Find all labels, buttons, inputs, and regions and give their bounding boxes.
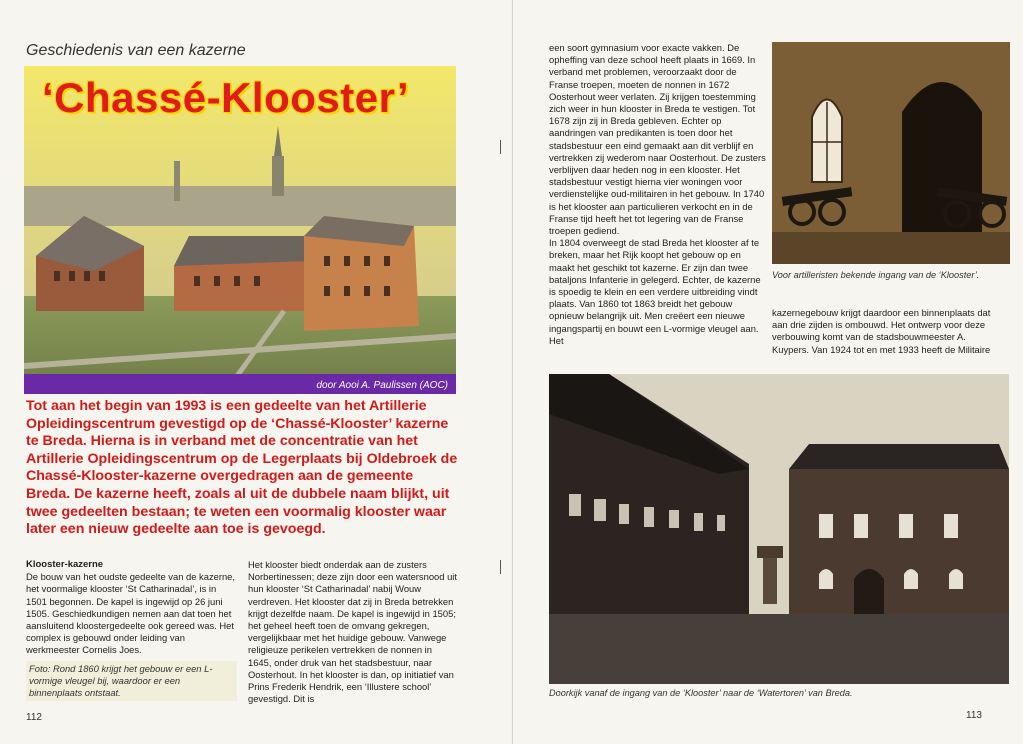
- gateway-with-cannons-photo: [772, 42, 1010, 264]
- courtyard-photo: [549, 374, 1009, 684]
- left-column-1: [26, 559, 236, 657]
- entrance-photo: [772, 42, 1010, 264]
- photo-caption-note: Foto: Rond 1860 krijgt het gebouw er een L-vormige vleugel bij, waardoor er een binnenplaats ontstaat.: [26, 661, 237, 701]
- left-page: [0, 0, 511, 744]
- left-column-1-text: De bouw van het oudste gedeelte van de kazerne, het voormalige klooster ‘St Catharinadal’, is in 1501 begonnen. De kapel is ingewijd op 26 juni 1505. Geschiedkundigen nemen aan dat toen het aansluitend kloostergedeelte ook gereed was. Het complex is gebouwd onder leiding van werkmeester Cornelis Joes.: [26, 571, 236, 656]
- page-number-right: 113: [966, 710, 982, 721]
- right-column-2-text: kazernegebouw krijgt daardoor een binnenplaats dat aan drie zijden is ombouwd. Het ontwerp voor deze verbouwing komt van de stadsbouwmeester A. Kuypers. Van 1924 tot en met 1933 heeft de Militaire: [772, 307, 991, 355]
- photo-credit: door Aooi A. Paulissen (AOC): [316, 380, 448, 391]
- series-title: Geschiedenis van een kazerne: [26, 42, 246, 59]
- section-heading: Klooster-kazerne: [26, 559, 104, 570]
- right-column-1: [549, 42, 767, 347]
- courtyard-watertower-photo: [549, 374, 1009, 684]
- right-column-1-text: een soort gymnasium voor exacte vakken. De opheffing van deze school heeft plaats in 1669. In verband met problemen, veroorzaakt door de Franse troepen, moeten de nonnen in 1672 Oosterhout weer verlaten. Zij krijgen toestemming zich weer in hun klooster in Breda te vestigen. Tot 1678 zijn zij in Breda gebleven. Echter op aandringen van predikanten is toen door het stadsbestuur een eind gemaakt aan dit verblijf en vertrekken zij wederom naar Oosterhout. De zusters verblijven daar heden nog in een klooster. Het stadsbestuur vestigt hierna vier woningen voor verdienstelijke oud-militairen in het gebouw. In 1740 is het klooster aan particulieren verkocht en in de Franse tijd heeft het tot legering van de Franse troepen gediend.: [549, 42, 766, 237]
- right-column-1-text-b: In 1804 overweegt de stad Breda het klooster af te breken, maar het Rijk koopt het gebouw op en maakt het geschikt tot kazerne. Er zijn dan twee bataljons Infanterie in gelegerd. Echter, de kazerne is spoedig te klein en een verdere uitbreiding vindt plaats. Van 1860 tot 1863 breidt het gebouw opnieuw belangrijk uit. Men creëert een nieuwe ingangspartij en bouwt een L-vormige vleugel aan. Het: [549, 237, 761, 346]
- left-column-2-text: Het klooster biedt onderdak aan de zusters Norbertinessen; deze zijn door een watersnood uit hun klooster ‘St Catharinadal’ nabij Wouw verdreven. Het klooster dat zij in Breda betrekken krijgt dezelfde naam. De kapel is ingewijd in 1505; het geheel heeft toen de omvang gekregen, vergelijkbaar met het huidige gebouw. Vanwege religieuze perikelen vertrekken de nonnen in 1645, onder druk van het stadsbestuur, naar Oosterhout. In het klooster is dan, op initiatief van Prins Frederik Hendrik, een ‘Illustere school’ gevestigd. Dit is: [248, 559, 457, 705]
- article-title: ‘Chassé-Klooster’: [42, 74, 410, 121]
- intro-paragraph: Tot aan het begin van 1993 is een gedeelte van het Artillerie Opleidingscentrum gevestigd op de ‘Chassé-Klooster’ kazerne te Breda. Hierna is in verband met de concentratie van het Artillerie Opleidingscentrum op de Legerplaats bij Oldebroek de Chassé-Klooster-kazerne overgedragen aan de gemeente Breda. De kazerne heeft, zoals al uit de dubbele naam blijkt, uit twee gedeelten bestaan; te weten een voormalig klooster waar later een nieuw gedeelte aan toe is gevoegd.: [26, 398, 458, 538]
- entrance-photo-caption: Voor artilleristen bekende ingang van de ‘Klooster’.: [772, 270, 980, 280]
- courtyard-photo-caption: Doorkijk vanaf de ingang van de ‘Klooster’ naar de ‘Watertoren’ van Breda.: [549, 688, 853, 698]
- page-number-left: 112: [26, 712, 42, 723]
- gutter-mark: [500, 560, 501, 574]
- hero-photo: [24, 66, 456, 394]
- gutter-mark: [500, 140, 501, 154]
